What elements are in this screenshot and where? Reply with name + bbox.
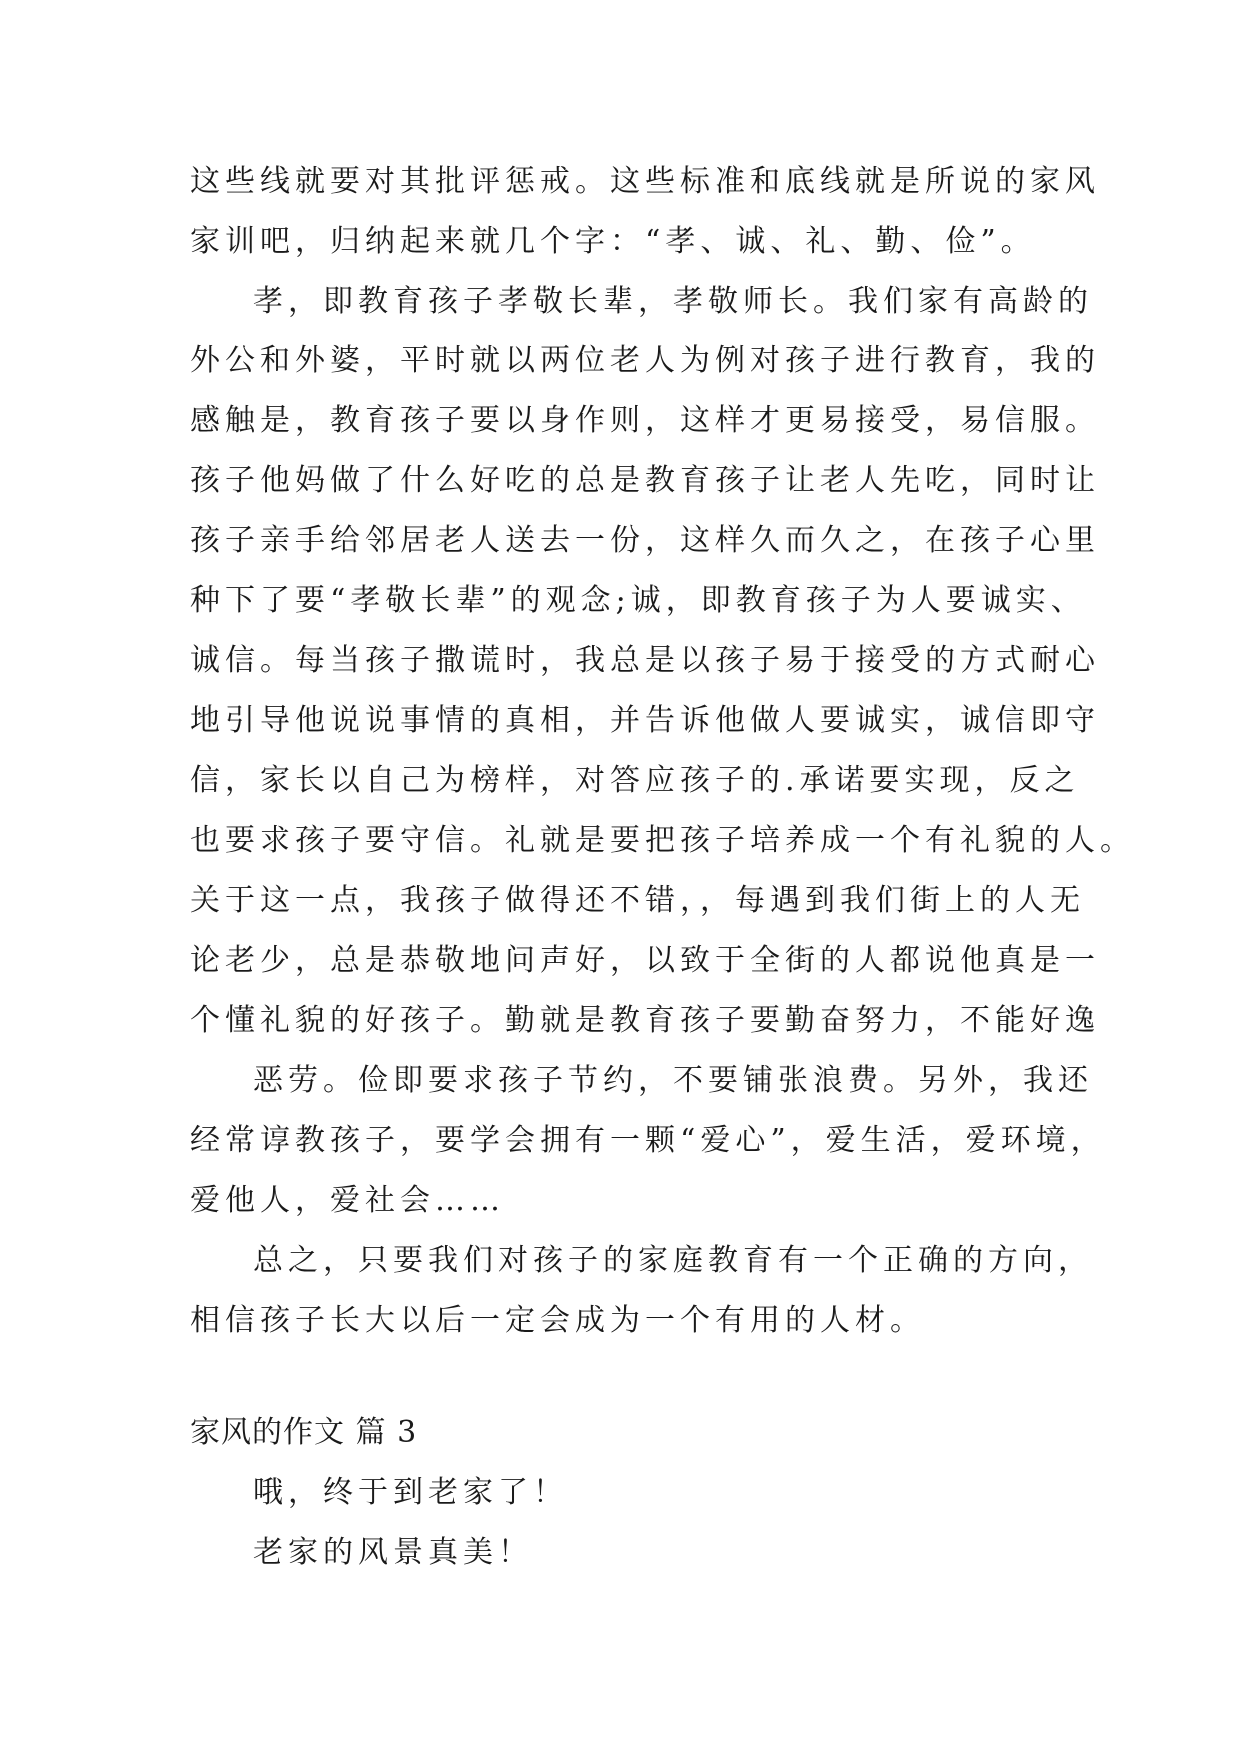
paragraph-line: 关于这一点，我孩子做得还不错，，每遇到我们街上的人无 — [190, 883, 1085, 918]
paragraph-line: 恶劳。俭即要求孩子节约，不要铺张浪费。另外，我还 — [253, 1063, 1093, 1098]
paragraph-line: 种下了要“孝敬长辈”的观念;诚，即教育孩子为人要诚实、 — [190, 583, 1086, 618]
paragraph-line: 也要求孩子要守信。礼就是要把孩子培养成一个有礼貌的人。 — [190, 823, 1135, 858]
paragraph-line: 家训吧，归纳起来就几个字：“孝、诚、礼、勤、俭”。 — [190, 224, 1036, 259]
paragraph-line: 这些线就要对其批评惩戒。这些标准和底线就是所说的家风 — [190, 164, 1100, 199]
paragraph-line: 个懂礼貌的好孩子。勤就是教育孩子要勤奋努力，不能好逸 — [190, 1003, 1100, 1038]
paragraph-line: 诚信。每当孩子撒谎时，我总是以孩子易于接受的方式耐心 — [190, 643, 1100, 678]
paragraph-line: 外公和外婆，平时就以两位老人为例对孩子进行教育，我的 — [190, 343, 1100, 378]
paragraph-line: 孝，即教育孩子孝敬长辈，孝敬师长。我们家有高龄的 — [253, 284, 1093, 319]
paragraph-line: 哦，终于到老家了！ — [253, 1475, 568, 1510]
paragraph-line: 感触是，教育孩子要以身作则，这样才更易接受，易信服。 — [190, 403, 1100, 438]
paragraph-line: 孩子他妈做了什么好吃的总是教育孩子让老人先吃，同时让 — [190, 463, 1100, 498]
section-heading: 家风的作文 篇 3 — [190, 1415, 418, 1450]
paragraph-line: 地引导他说说事情的真相，并告诉他做人要诚实，诚信即守 — [190, 703, 1100, 738]
paragraph-line: 老家的风景真美！ — [253, 1535, 533, 1570]
paragraph-line: 孩子亲手给邻居老人送去一份，这样久而久之，在孩子心里 — [190, 523, 1100, 558]
paragraph-line: 经常谆教孩子，要学会拥有一颗“爱心”，爱生活，爱环境， — [190, 1123, 1106, 1158]
paragraph-line: 相信孩子长大以后一定会成为一个有用的人材。 — [190, 1303, 925, 1338]
paragraph-line: 论老少，总是恭敬地问声好，以致于全街的人都说他真是一 — [190, 943, 1100, 978]
paragraph-line: 总之，只要我们对孩子的家庭教育有一个正确的方向， — [253, 1243, 1093, 1278]
paragraph-line: 信，家长以自己为榜样，对答应孩子的.承诺要实现，反之 — [190, 763, 1080, 798]
paragraph-line: 爱他人，爱社会…… — [190, 1183, 505, 1218]
